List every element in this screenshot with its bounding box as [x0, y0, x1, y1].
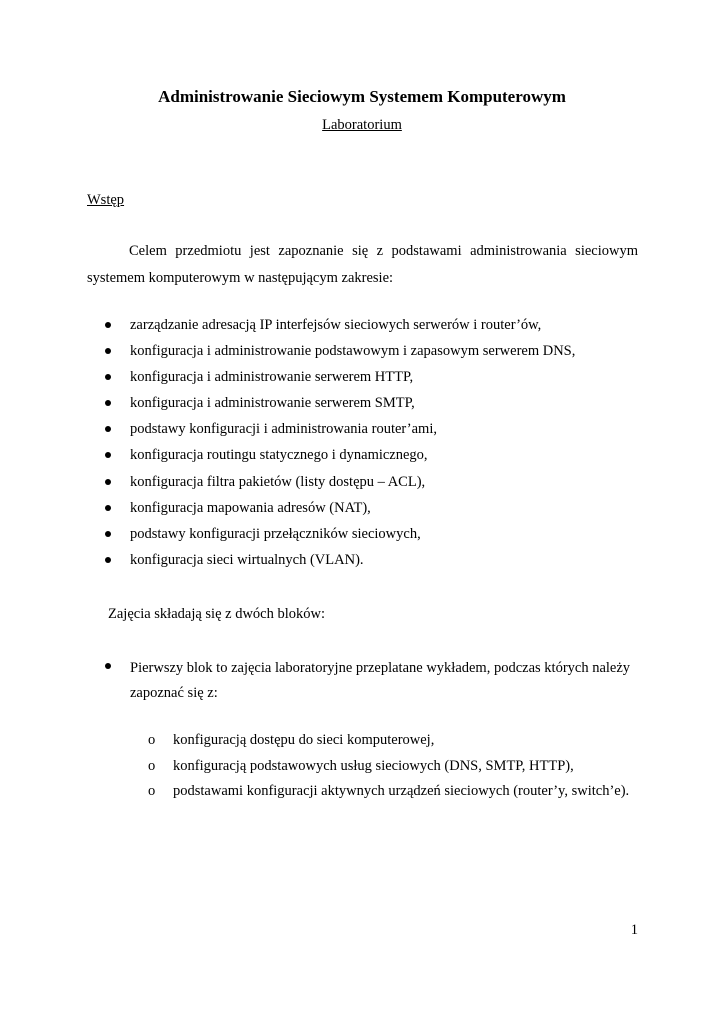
intro-paragraph: Celem przedmiotu jest zapoznanie się z podstawami administrowania sieciowym systemem komputerowym w następującym zakresie:	[87, 243, 638, 286]
block-item-text: Pierwszy blok to zajęcia laboratoryjne przeplatane wykładem, podczas których należy zapoznać się z:	[130, 660, 631, 701]
list-item-text: podstawy konfiguracji i administrowania router’ami,	[130, 421, 437, 438]
list-item-text: konfiguracja filtra pakietów (listy dostępu – ACL),	[130, 473, 426, 490]
bullet-icon	[105, 663, 111, 669]
blocks-intro: Zajęcia składają się z dwóch bloków:	[108, 606, 326, 622]
bullet-icon	[105, 348, 111, 354]
bullet-icon	[105, 479, 111, 485]
list-item-text: podstawami konfiguracji aktywnych urządzeń sieciowych (router’y, switch’e).	[173, 783, 630, 799]
list-item-text: podstawy konfiguracji przełączników sieciowych,	[130, 525, 421, 542]
page-number: 1	[630, 922, 638, 938]
list-item-text: konfiguracja i administrowanie serwerem SMTP,	[130, 395, 415, 412]
bullet-icon	[105, 374, 111, 380]
bullet-icon	[105, 557, 111, 563]
list-item-text: konfiguracja i administrowanie podstawowym i zapasowym serwerem DNS,	[130, 343, 576, 360]
list-item-text: konfiguracja i administrowanie serwerem HTTP,	[130, 369, 414, 386]
bullet-icon	[105, 426, 111, 432]
section-heading: Wstęp	[87, 192, 125, 208]
list-item-text: konfiguracja routingu statycznego i dynamicznego,	[130, 447, 428, 464]
circle-bullet-icon: o	[148, 757, 156, 774]
document-subtitle: Laboratorium	[322, 117, 402, 133]
circle-bullet-icon: o	[148, 783, 156, 799]
bullet-icon	[105, 400, 111, 406]
bullet-icon	[105, 452, 111, 458]
document-title: Administrowanie Sieciowym Systemem Komputerowym	[158, 87, 566, 106]
list-item-text: zarządzanie adresacją IP interfejsów sieciowych serwerów i router’ów,	[130, 317, 542, 333]
list-item-text: konfiguracja sieci wirtualnych (VLAN).	[130, 551, 364, 568]
list-item-text: konfiguracją dostępu do sieci komputerowej,	[173, 732, 435, 748]
circle-bullet-icon: o	[148, 732, 156, 748]
list-item-text: konfiguracja mapowania adresów (NAT),	[130, 499, 371, 516]
bullet-icon	[105, 505, 111, 511]
list-item-text: konfiguracją podstawowych usług sieciowych (DNS, SMTP, HTTP),	[173, 757, 574, 774]
bullet-icon	[105, 531, 111, 537]
bullet-icon	[105, 322, 111, 328]
